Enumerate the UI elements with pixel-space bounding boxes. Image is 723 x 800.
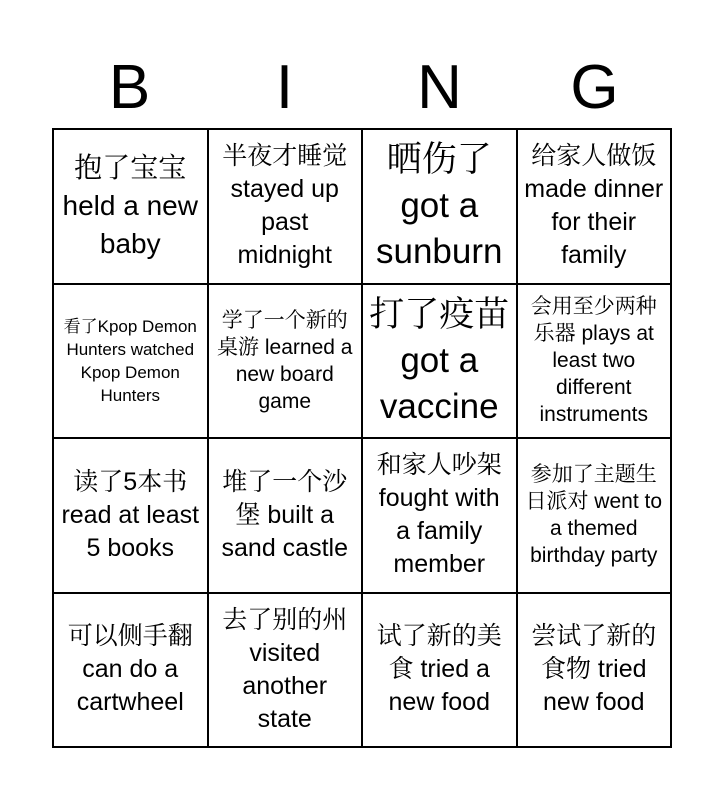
cell-text: 读了5本书 read at least 5 books [61, 467, 200, 562]
bingo-cell-r4c1[interactable] [54, 594, 209, 749]
bingo-cell-r4c2[interactable] [209, 594, 364, 749]
bingo-cell-r4c4[interactable] [518, 594, 673, 749]
bingo-cell-r3c2[interactable] [209, 439, 364, 594]
cell-text: 半夜才睡觉 stayed up past midnight [222, 142, 348, 270]
bingo-cell-r2c3[interactable] [363, 285, 518, 440]
header-letter-i: I [275, 53, 294, 122]
cell-text: 参加了主题生日派对 went to a themed birthday party [525, 463, 663, 568]
header-letter-n: N [417, 53, 462, 122]
cell-text: 去了别的州 visited another state [222, 605, 348, 733]
cell-text: 晒伤了 got a sunburn [376, 140, 503, 272]
cell-text: 和家人吵架 fought with a family member [376, 451, 502, 579]
cell-text: 学了一个新的桌游 learned a new board game [217, 308, 353, 413]
cell-text: 可以侧手翻 can do a cartwheel [67, 622, 193, 717]
bingo-cell-r3c1[interactable] [54, 439, 209, 594]
bingo-cell-r1c4[interactable] [518, 130, 673, 285]
header-letter-b: B [108, 53, 151, 122]
bingo-cell-r1c3[interactable] [363, 130, 518, 285]
cell-text: 打了疫苗 got a vaccine [369, 294, 510, 426]
cell-text: 会用至少两种乐器 plays at least two different instruments [530, 295, 657, 427]
bingo-cell-r3c4[interactable] [518, 439, 673, 594]
bingo-cell-r2c1[interactable] [54, 285, 209, 440]
header-letter-g: G [570, 53, 619, 122]
bingo-cell-r2c4[interactable] [518, 285, 673, 440]
cell-text: 给家人做饭 made dinner for their family [524, 142, 664, 270]
cell-text: 看了Kpop Demon Hunters watched Kpop Demon Hunters [63, 316, 197, 405]
bingo-cell-r1c1[interactable] [54, 130, 209, 285]
bingo-cell-r1c2[interactable] [209, 130, 364, 285]
bingo-board [52, 128, 672, 748]
cell-text: 试了新的美食 tried a new food [376, 622, 502, 717]
bingo-cell-r4c3[interactable] [363, 594, 518, 749]
cell-text: 尝试了新的食物 tried new food [531, 622, 657, 717]
bingo-header [52, 48, 672, 128]
bingo-cell-r3c3[interactable] [363, 439, 518, 594]
bingo-cell-r2c2[interactable] [209, 285, 364, 440]
cell-text: 抱了宝宝 held a new baby [62, 152, 198, 260]
cell-text: 堆了一个沙堡 built a sand castle [221, 467, 348, 562]
